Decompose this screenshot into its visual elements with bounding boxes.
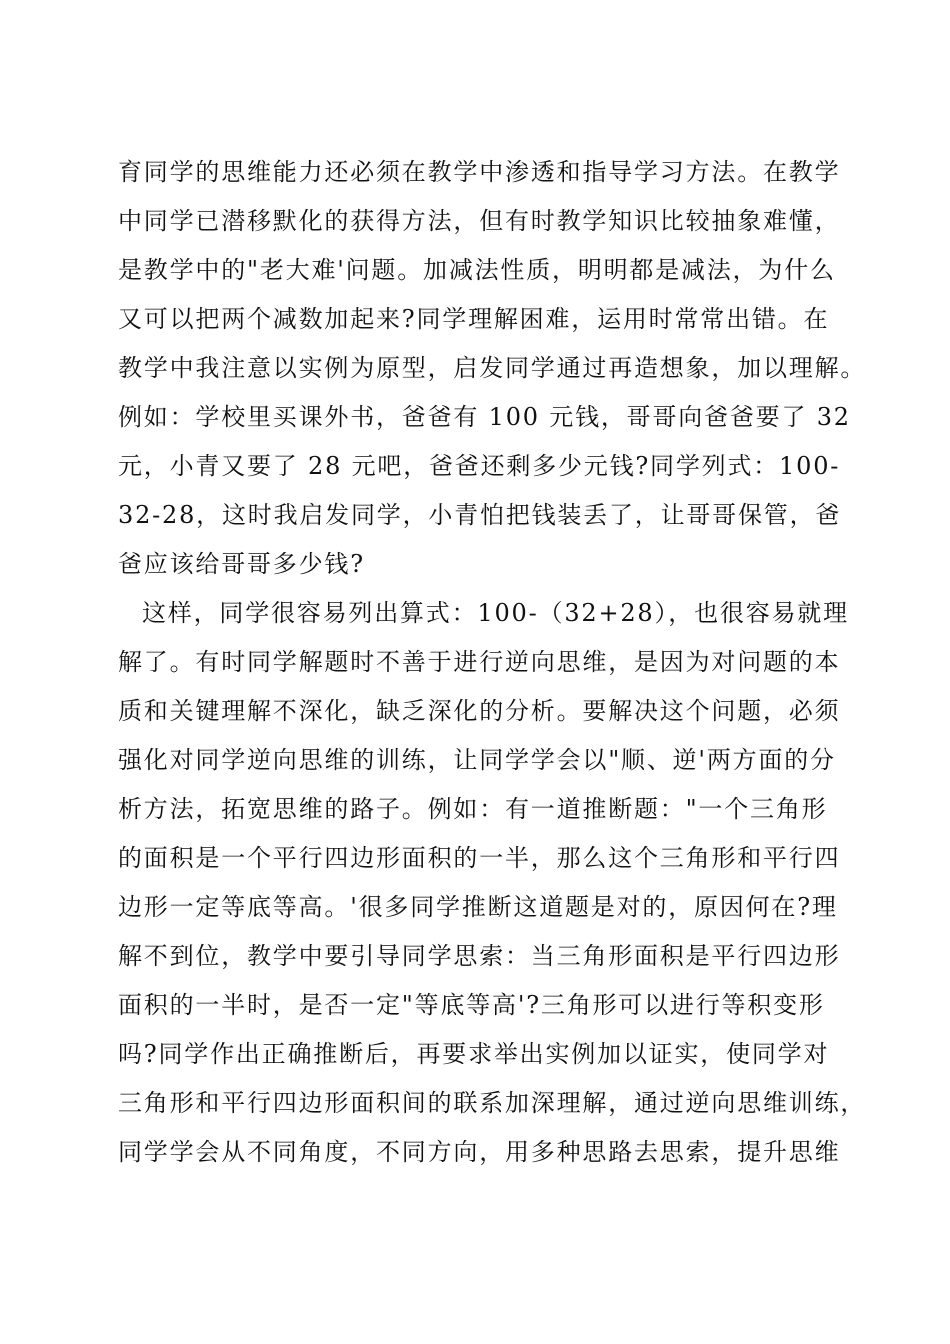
text-line: 吗?同学作出正确推断后，再要求举出实例加以证实，使同学对 <box>118 1040 830 1068</box>
text-line: 是教学中的"老大难'问题。加减法性质，明明都是减法，为什么 <box>118 256 836 284</box>
text-line: 解了。有时同学解题时不善于进行逆向思维，是因为对问题的本 <box>118 648 841 676</box>
paragraph-start-line: 这样，同学很容易列出算式：100-（32+28），也很容易就理 <box>142 599 849 627</box>
text-line: 解不到位，教学中要引导同学思索：当三角形面积是平行四边形 <box>118 942 841 970</box>
text-line: 例如：学校里买课外书，爸爸有 100 元钱，哥哥向爸爸要了 32 <box>118 403 851 431</box>
text-line: 中同学已潜移默化的获得方法，但有时教学知识比较抽象难懂， <box>118 207 841 235</box>
text-line: 元，小青又要了 28 元吧，爸爸还剩多少元钱?同学列式：100- <box>118 452 841 480</box>
text-line: 的面积是一个平行四边形面积的一半，那么这个三角形和平行四 <box>118 844 841 872</box>
text-line: 育同学的思维能力还必须在教学中渗透和指导学习方法。在教学 <box>118 158 841 186</box>
text-line: 质和关键理解不深化，缺乏深化的分析。要解决这个问题，必须 <box>118 697 841 725</box>
text-line: 面积的一半时，是否一定"等底等高'?三角形可以进行等积变形 <box>118 991 825 1019</box>
text-line: 强化对同学逆向思维的训练，让同学学会以"顺、逆'两方面的分 <box>118 746 836 774</box>
body-text <box>118 148 867 1177</box>
text-line: 析方法，拓宽思维的路子。例如：有一道推断题："一个三角形 <box>118 795 828 823</box>
text-line: 又可以把两个减数加起来?同学理解困难，运用时常常出错。在 <box>118 305 830 333</box>
text-line: 同学学会从不同角度，不同方向，用多种思路去思索，提升思维 <box>118 1138 841 1166</box>
text-line: 边形一定等底等高。'很多同学推断这道题是对的，原因何在?理 <box>118 893 838 921</box>
text-line: 教学中我注意以实例为原型，启发同学通过再造想象，加以理解。 <box>118 354 867 382</box>
text-line: 三角形和平行四边形面积间的联系加深理解，通过逆向思维训练， <box>118 1089 867 1117</box>
text-line: 32-28，这时我启发同学，小青怕把钱装丢了，让哥哥保管，爸 <box>118 501 842 529</box>
text-line: 爸应该给哥哥多少钱? <box>118 550 365 578</box>
